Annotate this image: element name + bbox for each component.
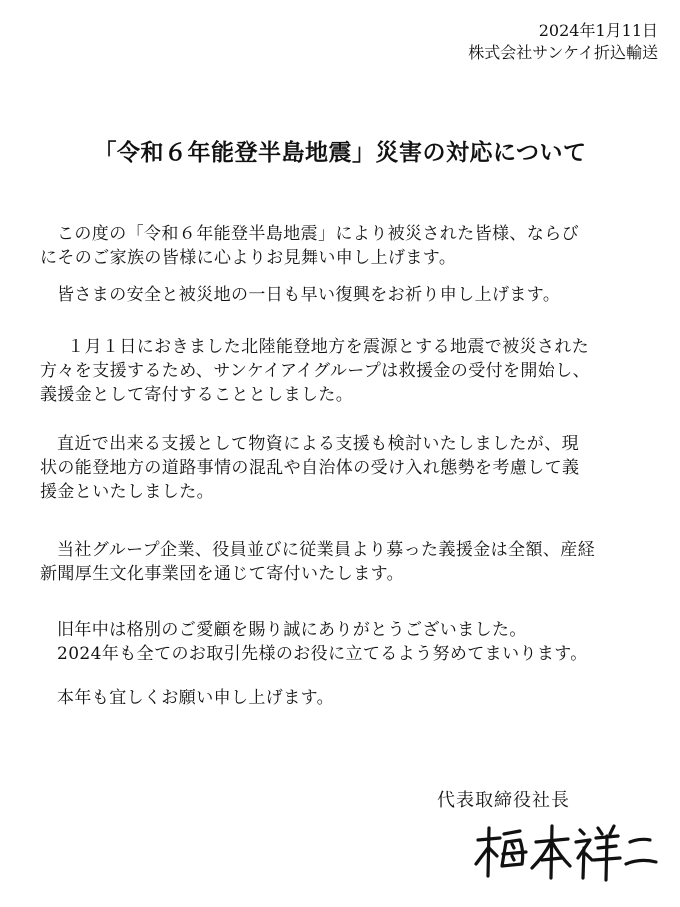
company-name: 株式会社サンケイ折込輸送: [468, 43, 658, 62]
paragraph-condolence: [40, 222, 650, 270]
paragraph-line: 義援金として寄付することとしました。: [40, 385, 354, 405]
paragraph-line: １月１日におきました北陸能登地方を震源とする地震で被災された: [67, 337, 590, 357]
paragraph-line: 皆さまの安全と被災地の一日も早い復興をお祈り申し上げます。: [57, 285, 561, 305]
signatory-title: 代表取締役社長: [437, 790, 570, 811]
document-header: [468, 20, 658, 64]
paragraph-donation: [40, 335, 650, 407]
paragraph-line: 本年も宜しくお願い申し上げます。: [57, 688, 335, 708]
document-title: 「令和６年能登半島地震」災害の対応について: [93, 139, 587, 166]
paragraph-line: この度の「令和６年能登半島地震」により被災された皆様、ならび: [57, 224, 579, 244]
paragraph-line: 当社グループ企業、役員並びに従業員より募った義援金は全額、産経: [57, 540, 596, 560]
paragraph-line: 新聞厚生文化事業団を通じて寄付いたします。: [40, 564, 405, 584]
paragraph-line: 旧年中は格別のご愛顧を賜り誠にありがとうございました。: [57, 620, 527, 640]
paragraph-line: にそのご家族の皆様に心よりお見舞い申し上げます。: [40, 248, 457, 268]
paragraph-line: 直近で出来る支援として物資による支援も検討いたしましたが、現: [57, 434, 579, 454]
paragraph-line: 2024年も全てのお取引先様のお役に立てるよう努めてまいります。: [57, 644, 588, 664]
paragraph-line: 状の能登地方の道路事情の混乱や自治体の受け入れ態勢を考慮して義: [40, 458, 580, 478]
paragraph-line: 援金といたしました。: [40, 482, 214, 502]
paragraph-closing: [40, 686, 650, 710]
paragraph-supplies: [40, 432, 650, 504]
paragraph-prayer: [40, 283, 650, 307]
paragraph-line: 方々を支援するため、サンケイアイグループは救援金の受付を開始し、: [40, 361, 590, 381]
paragraph-thanks: [40, 618, 650, 666]
handwritten-signature: [470, 818, 660, 892]
paragraph-group: [40, 538, 650, 586]
document-date: 2024年1月11日: [538, 21, 658, 40]
